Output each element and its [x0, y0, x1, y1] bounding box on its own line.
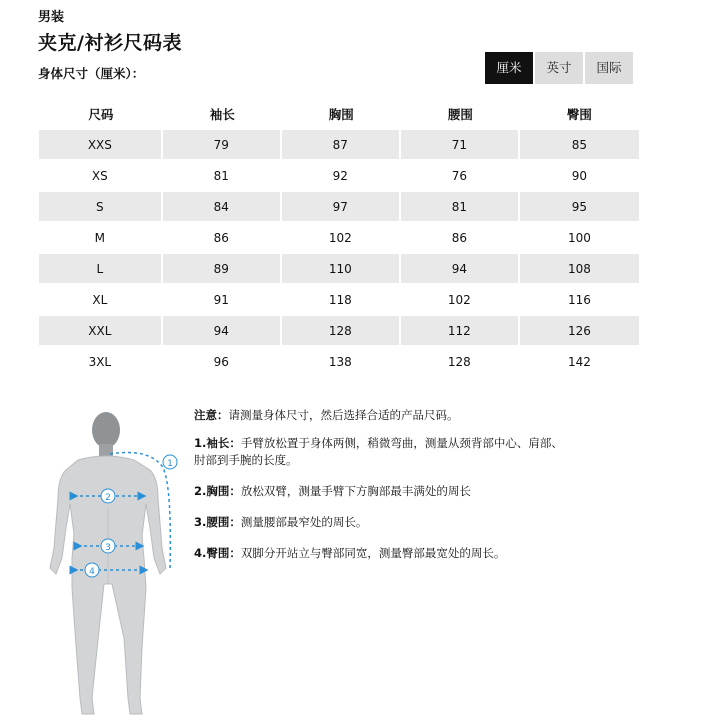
cell-hip: 100: [567, 230, 591, 245]
table-header-row: [39, 99, 639, 128]
cell-size: XS: [39, 161, 163, 190]
note-waist-lead: 3.腰围：: [194, 515, 241, 529]
unit-tabs: [485, 52, 633, 84]
cell-sleeve: 79: [163, 130, 282, 159]
cell-sleeve: 96: [163, 347, 282, 376]
note-waist: [194, 514, 574, 531]
cell-hip: 85: [520, 130, 639, 159]
cell-sleeve: 86: [163, 223, 282, 252]
note-waist-text: 测量腰部最窄处的周长。: [240, 515, 368, 529]
cell-size: XXS: [39, 130, 163, 159]
cell-chest: 138: [282, 347, 401, 376]
table-row: [39, 285, 639, 314]
cell-chest: 97: [282, 192, 401, 221]
table-row: [39, 130, 639, 159]
cell-waist: 71: [401, 130, 520, 159]
note-sleeve: [194, 435, 574, 469]
cell-sleeve: 89: [163, 254, 282, 283]
cell-waist: 102: [401, 285, 520, 314]
note-hip: [194, 545, 574, 562]
section-subtitle: 身体尺寸（厘米）：: [38, 66, 145, 81]
cell-chest: 87: [282, 130, 401, 159]
note-chest-text: 放松双臂，测量手臂下方胸部最丰满处的周长: [240, 484, 471, 498]
size-table: [39, 97, 639, 378]
cell-hip: 126: [520, 316, 639, 345]
note-attention-text: 请测量身体尺寸，然后选择合适的产品尺码。: [228, 408, 459, 422]
note-sleeve-lead: 1.袖长：: [194, 436, 241, 450]
header-size: 尺码: [88, 106, 114, 122]
note-chest: [194, 483, 574, 500]
table-row: [39, 223, 639, 252]
table-row: [39, 316, 639, 345]
cell-sleeve: 81: [163, 161, 282, 190]
cell-sleeve: 94: [163, 316, 282, 345]
note-attention-lead: 注意：: [194, 408, 229, 422]
cell-hip: 116: [567, 292, 591, 307]
note-sleeve-text: 手臂放松置于身体两侧，稍微弯曲，测量从颈背部中心、肩部、肘部到手腕的长度。: [194, 436, 563, 467]
measurement-notes: [194, 407, 574, 573]
page-title: 夹克/衬衫尺码表: [38, 32, 182, 54]
table-row: [39, 161, 639, 190]
cell-size: XXL: [39, 316, 163, 345]
note-attention: [194, 407, 574, 424]
tab-inch[interactable]: 英寸: [535, 52, 583, 84]
cell-sleeve: 84: [163, 192, 282, 221]
cell-size: XL: [39, 285, 163, 314]
cell-waist: 128: [401, 347, 520, 376]
cell-hip: 142: [567, 354, 591, 369]
cell-hip: 90: [571, 168, 588, 183]
note-chest-lead: 2.胸围：: [194, 484, 241, 498]
marker-2-label: 2: [105, 493, 111, 503]
cell-waist: 76: [401, 161, 520, 190]
cell-chest: 118: [282, 285, 401, 314]
cell-waist: 81: [401, 192, 520, 221]
category-label: 男装: [38, 10, 65, 25]
cell-size: M: [39, 223, 163, 252]
tab-cm[interactable]: 厘米: [485, 52, 533, 84]
marker-4-label: 4: [89, 567, 95, 577]
marker-3-label: 3: [105, 543, 111, 553]
cell-waist: 94: [401, 254, 520, 283]
cell-chest: 102: [282, 223, 401, 252]
cell-hip: 95: [520, 192, 639, 221]
cell-waist: 112: [401, 316, 520, 345]
table-row: [39, 192, 639, 221]
table-row: [39, 254, 639, 283]
cell-size: 3XL: [39, 347, 163, 376]
cell-hip: 108: [520, 254, 639, 283]
note-hip-text: 双脚分开站立与臀部同宽，测量臀部最宽处的周长。: [240, 546, 506, 560]
cell-chest: 110: [282, 254, 401, 283]
tab-international[interactable]: 国际: [585, 52, 633, 84]
body-measurement-figure: [38, 408, 188, 723]
note-hip-lead: 4.臀围：: [194, 546, 241, 560]
header-sleeve: 袖长: [209, 106, 235, 122]
table-row: [39, 347, 639, 376]
figure-head: [92, 412, 120, 448]
header-waist: 腰围: [447, 106, 473, 122]
cell-sleeve: 91: [163, 285, 282, 314]
cell-size: S: [39, 192, 163, 221]
cell-waist: 86: [401, 223, 520, 252]
header-chest: 胸围: [328, 106, 354, 122]
cell-size: L: [39, 254, 163, 283]
header-hip: 臀围: [566, 106, 592, 122]
cell-chest: 92: [282, 161, 401, 190]
cell-chest: 128: [282, 316, 401, 345]
marker-1-label: 1: [167, 459, 173, 469]
